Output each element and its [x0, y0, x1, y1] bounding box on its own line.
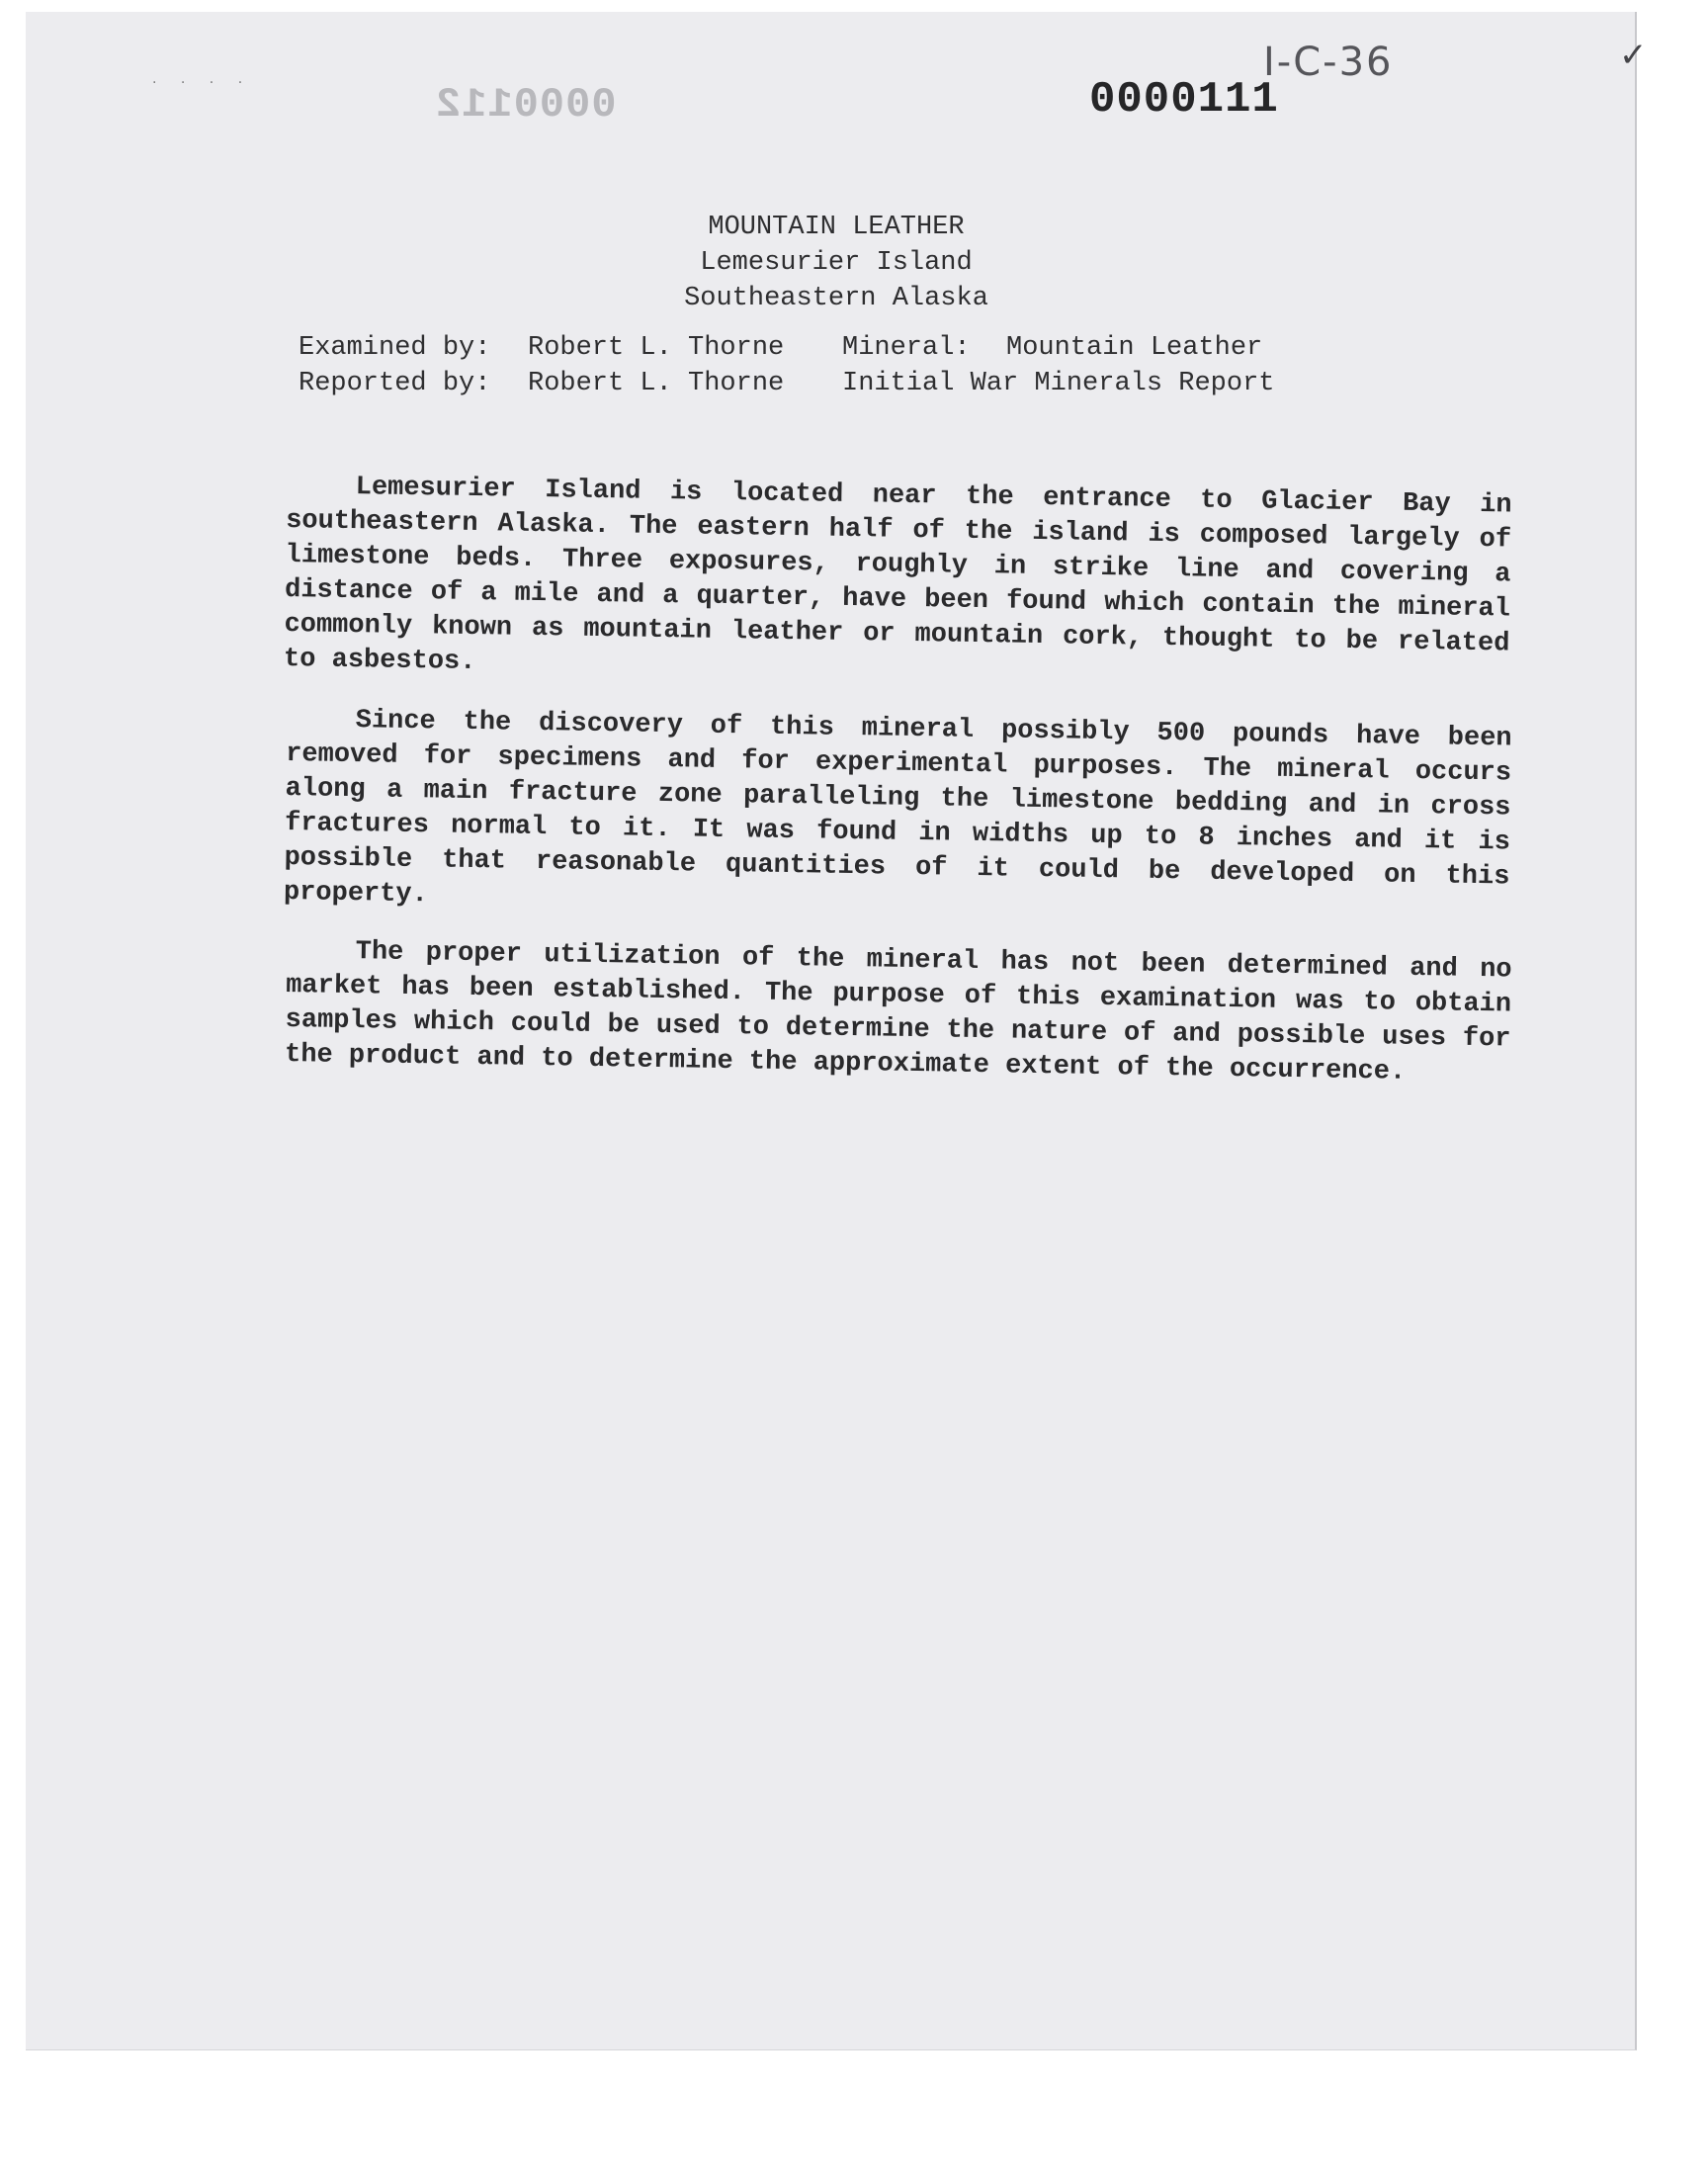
ghost-stamp-number: 0000112: [435, 81, 617, 129]
location-line: Lemesurier Island: [700, 248, 973, 278]
reported-label: Reported by:: [299, 369, 491, 398]
title-block: [599, 210, 1073, 316]
handwritten-reference: I-C-36: [1263, 40, 1394, 85]
paragraph-utilization: The proper utilization of the mineral has not been determined and no market has been established. The purpose of this examination was to obtain samples which could be used to determine the nature of and possible uses for the product and to determine the approximate extent of the occurrence.: [284, 937, 1512, 1088]
report-metadata: [299, 330, 1274, 401]
examined-label: Examined by:: [299, 333, 491, 363]
document-page: [26, 12, 1648, 2050]
check-mark-icon: ✓: [1619, 36, 1648, 75]
document-title: MOUNTAIN LEATHER: [708, 213, 965, 242]
stamp-number: 0000111: [1089, 75, 1279, 125]
reported-name: Robert L. Thorne: [528, 369, 785, 398]
examined-name: Robert L. Thorne: [528, 333, 785, 363]
paragraph-discovery: Since the discovery of this mineral possibly 500 pounds have been removed for specimens and for experimental purposes. The mineral occurs along a main fracture zone paralleling the limestone bedding and in cross fractures normal to it. It was found in widths up to 8 inches and it is possible that reasonable quantities of it could be developed on this property.: [283, 706, 1512, 911]
reported-row: [299, 366, 1274, 401]
mineral-label: Mineral:: [842, 333, 971, 363]
scan-specks: · · · ·: [152, 75, 253, 91]
mineral-value: Mountain Leather: [1006, 333, 1263, 363]
paragraph-location: Lemesurier Island is located near the entrance to Glacier Bay in southeastern Alaska. The eastern half of the island is composed largely of limestone beds. Three exposures, roughly in strike line and covering a distance of a mile and a quarter, have been found which contain the mineral commonly known as mountain leather or mountain cork, thought to be related to asbestos.: [283, 473, 1512, 678]
report-type: Initial War Minerals Report: [842, 369, 1275, 398]
examined-row: [299, 330, 1274, 366]
region-line: Southeastern Alaska: [684, 284, 988, 313]
